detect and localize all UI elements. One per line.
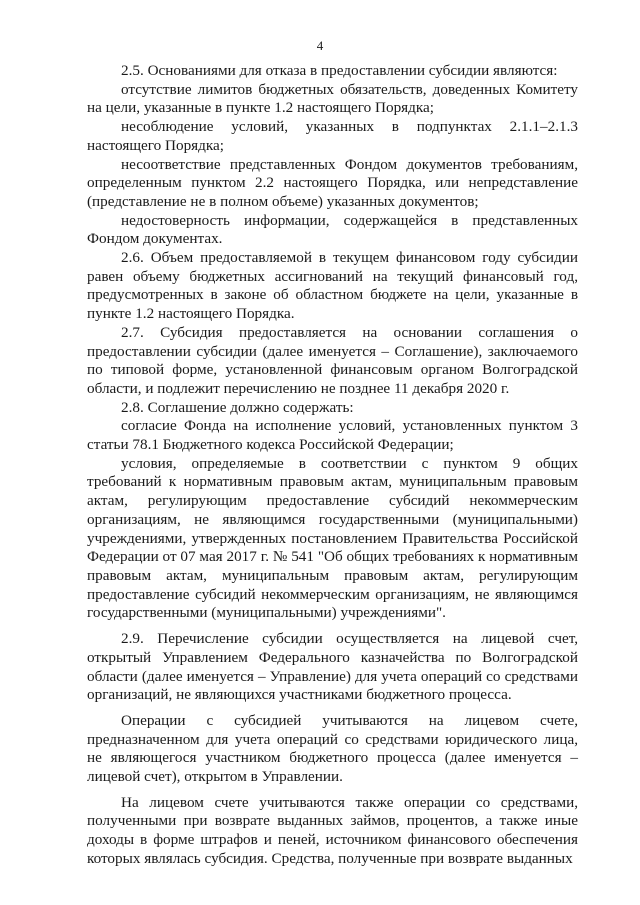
paragraph-refusal-reason-3: несоответствие представленных Фондом документов требованиям, определенным пунктом 2.2 настоящего Порядка, или непредставление (представление не в полном объеме) указанных документов; <box>87 155 578 210</box>
paragraph-account-operations: На лицевом счете учитываются также операции со средствами, полученными при возврате выданных займов, процентов, а также иные доходы в форме штрафов и пеней, источником финансового обеспечения которых являлась субсидия. Средства, полученные при возврате выданных <box>87 793 578 867</box>
paragraph-refusal-reason-4: недостоверность информации, содержащейся в представленных Фондом документах. <box>87 211 578 248</box>
page-number: 4 <box>316 38 324 53</box>
paragraph-2-8: 2.8. Соглашение должно содержать: <box>121 398 354 416</box>
paragraph-refusal-reason-1: отсутствие лимитов бюджетных обязательств, доведенных Комитету на цели, указанные в пункте 1.2 настоящего Порядка; <box>87 80 578 117</box>
paragraph-2-9: 2.9. Перечисление субсидии осуществляется на лицевой счет, открытый Управлением Федерального казначейства по Волгоградской области (далее именуется – Управление) для учета операций со средствами организаций, не являющихся участниками бюджетного процесса. <box>87 630 578 704</box>
paragraph-2-7: 2.7. Субсидия предоставляется на основании соглашения о предоставлении субсидии (далее именуется – Соглашение), заключаемого по типовой форме, установленной финансовым органом Волгоградской области, и подлежит перечислению не позднее 11 декабря 2020 г. <box>87 323 578 397</box>
paragraph-agreement-item-2: условия, определяемые в соответствии с пунктом 9 общих требований к нормативным правовым актам, муниципальным правовым актам, регулирующим предоставление субсидий некоммерческим организациям, не являющимся государственными (муниципальными) учреждениями, утвержденных постановлением Правительства Российской Федерации от 07 мая 2017 г. № 541 "Об общих требованиях к нормативным правовым актам, муниципальным правовым актам, регулирующим предоставление субсидий некоммерческим организациям, не являющимся государственными (муниципальными) учреждениями". <box>87 454 578 622</box>
paragraph-agreement-item-1: согласие Фонда на исполнение условий, установленных пунктом 3 статьи 78.1 Бюджетного кодекса Российской Федерации; <box>87 417 578 454</box>
document-body <box>87 62 578 869</box>
paragraph-operations: Операции с субсидией учитываются на лицевом счете, предназначенном для учета операций со средствами юридического лица, не являющегося участником бюджетного процесса (далее именуется – лицевой счет), открытом в Управлении. <box>87 711 578 786</box>
paragraph-2-5: 2.5. Основаниями для отказа в предоставлении субсидии являются: <box>121 62 558 79</box>
paragraph-refusal-reason-2: несоблюдение условий, указанных в подпунктах 2.1.1–2.1.3 настоящего Порядка; <box>87 118 578 154</box>
paragraph-2-6: 2.6. Объем предоставляемой в текущем финансовом году субсидии равен объему бюджетных ассигнований на текущий финансовый год, предусмотренных в законе об областном бюджете на цели, указанные в пункте 1.2 настоящего Порядка. <box>87 249 578 323</box>
